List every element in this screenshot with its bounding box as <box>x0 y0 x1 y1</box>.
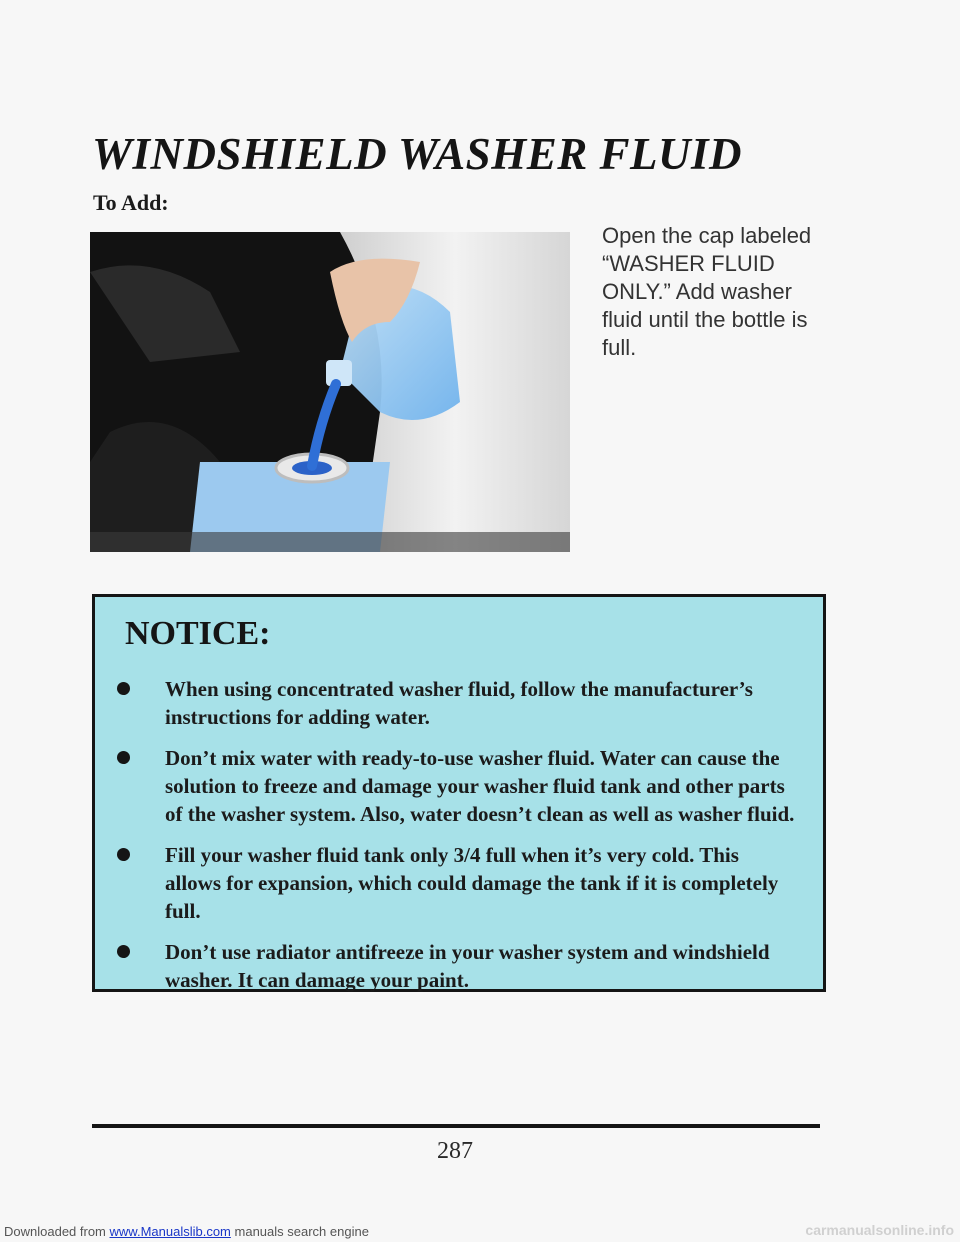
notice-item <box>117 938 797 994</box>
download-suffix: manuals search engine <box>234 1224 369 1239</box>
page-title: WINDSHIELD WASHER FLUID <box>92 129 743 179</box>
notice-item-text: When using concentrated washer fluid, follow the manufacturer’s instructions for adding water. <box>165 677 753 729</box>
page-number: 287 <box>437 1138 473 1164</box>
notice-item <box>117 675 797 731</box>
notice-heading: NOTICE: <box>125 615 271 652</box>
section-subtitle: To Add: <box>93 190 169 215</box>
bullet-icon <box>117 848 130 861</box>
notice-item-text: Don’t mix water with ready-to-use washer fluid. Water can cause the solution to freeze and damage your washer fluid tank and other parts of the washer system. Also, water doesn’t clean as well as washer fluid. <box>165 746 795 826</box>
download-prefix: Downloaded from <box>4 1224 106 1239</box>
bullet-icon <box>117 682 130 695</box>
footer-rule <box>92 1124 820 1128</box>
washer-fluid-photo <box>90 232 570 552</box>
notice-item-text: Don’t use radiator antifreeze in your washer system and windshield washer. It can damage your paint. <box>165 940 770 992</box>
manualslib-link[interactable]: www.Manualslib.com <box>109 1224 231 1239</box>
notice-item <box>117 841 797 925</box>
photo-illustration <box>90 232 570 552</box>
notice-list <box>117 675 797 1007</box>
bullet-icon <box>117 751 130 764</box>
notice-item-text: Fill your washer fluid tank only 3/4 full when it’s very cold. This allows for expansion, which could damage the tank if it is completely full. <box>165 843 779 923</box>
download-note <box>4 1224 369 1239</box>
notice-box <box>92 594 826 992</box>
instruction-text: Open the cap labeled “WASHER FLUID ONLY.” Add washer fluid until the bottle is full. <box>602 223 812 360</box>
notice-item <box>117 744 797 828</box>
bullet-icon <box>117 945 130 958</box>
photo-bottom-shadow <box>90 532 570 552</box>
site-watermark: carmanualsonline.info <box>805 1222 954 1238</box>
